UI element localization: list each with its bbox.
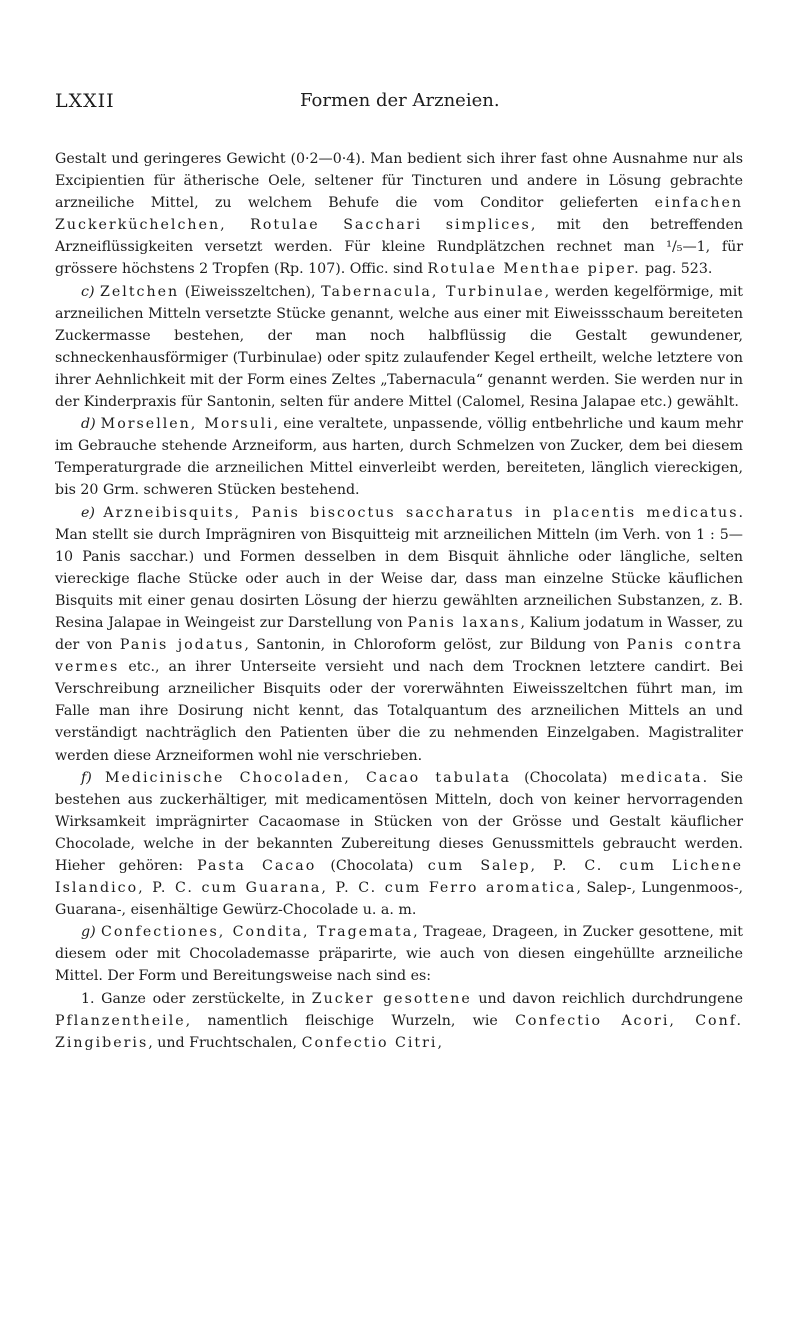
term-spaced: Pflanzentheile: [55, 1012, 186, 1029]
term-spaced: Confectiones, Condita, Tragemata: [101, 924, 414, 941]
term-spaced: Zeltchen: [100, 283, 180, 300]
text-run: , und Fruchtschalen,: [148, 1034, 302, 1051]
term-spaced: Panis contra vermes: [55, 637, 743, 676]
text-run: , Salep-, Lungenmoos-, Guarana-, eisenhältige Gewürz-Chocolade u. a. m.: [55, 880, 743, 919]
item-marker: d): [81, 416, 96, 433]
text-run: etc., an ihrer Unterseite versieht und nach dem Trocknen letztere candirt. Bei Verschreibung arzneilicher Bisquits oder der vorerwähnten Eiweisszeltchen führt man, im Falle man ihre Dosirung nicht kennt, das Totalquantum des arzneilichen Mittels an und verständigt nachträglich den Patienten über die zu nehmenden Einzelgaben. Magistraliter werden diese Arzneiformen wohl nie verschrieben.: [55, 659, 743, 764]
text-run: , Trageae, Drageen, in Zucker gesottene, mit diesem oder mit Chocolademasse präparirte, wie auch von diesen eingehüllte arzneiliche Mittel. Der Form und Bereitungsweise nach sind es:: [55, 924, 743, 985]
term-spaced: Zucker gesottene: [311, 990, 472, 1007]
text-run: ,: [437, 1034, 442, 1051]
page-number: LXXII: [55, 90, 115, 112]
text-run: , Santonin, in Chloroform gelöst, zur Bildung von: [244, 637, 627, 654]
text-run: , werden kegelförmige, mit arzneilichen Mitteln versetzte Stücke genannt, welche aus einer mit Eiweissschaum bereiteten Zuckermasse bestehen, der man noch halbflüssig die Gestalt gewundener, schneckenhausförmiger (Turbinulae) oder spitz zulaufender Kegel ertheilt, welche letztere von ihrer Aehnlichkeit mit der Form eines Zeltes „Tabernacula“ genannt werden. Sie werden nur in der Kinderpraxis für Santonin, selten für andere Mittel (Calomel, Resina Jalapae etc.) gewählt.: [55, 283, 743, 411]
term-spaced: Confectio Citri: [301, 1034, 438, 1051]
text-run: . Sie bestehen aus zuckerhältiger, mit medicamentösen Mitteln, doch von keiner hervorragenden Wirksamkeit imprägnirter Cacaomase in Stücken von der Grösse und Gestalt käuflicher Chocolade, welche in der bekannten Zubereitung dieses Genussmittels gebraucht werden. Hieher gehören:: [55, 769, 743, 874]
term-spaced: Confectio Acori, Conf. Zingiberis: [55, 1012, 743, 1051]
text-run: , mit den betreffenden Arzneiflüssigkeiten versetzt werden. Für kleine Rundplätzchen rechnet man ¹/₅—1, für grössere höchstens 2 Tropfen (Rp. 107). Offic. sind: [55, 217, 743, 278]
text-run: , eine veraltete, unpassende, völlig entbehrliche und kaum mehr im Gebrauche stehende Arzneiform, aus harten, durch Schmelzen von Zucker, dem bei diesem Temperaturgrade die arzneilichen Mittel einverleibt werden, bereiteten, länglich viereckigen, bis 20 Grm. schweren Stücken bestehend.: [55, 416, 743, 499]
term-spaced: Panis jodatus: [119, 637, 245, 654]
term-spaced: Arzneibisquits, Panis biscoctus saccharatus in placentis medicatus: [103, 504, 739, 521]
term-spaced: cum Salep, P. C. cum Lichene Islandico, P. C. cum Guarana, P. C. cum Ferro aromatica: [55, 858, 743, 897]
term-spaced: Rotulae Menthae piper.: [427, 261, 641, 278]
list-item-1: [55, 988, 743, 1054]
text-run: , namentlich fleischige Wurzeln, wie: [185, 1012, 516, 1029]
text-run: , Kalium jodatum in Wasser, zu der von: [55, 614, 743, 654]
item-marker: g): [81, 924, 96, 941]
text-run: . Man stellt sie durch Imprägniren von Bisquitteig mit arzneilichen Mitteln (im Verh. von 1 : 5—10 Panis sacchar.) und Formen desselben in dem Bisquit ähnliche oder längliche, selten viereckige flache Stücke oder auch in der Weise dar, dass man einzelne Stücke käuflichen Bisquits mit einer genau dosirten Lösung der hierzu gewählten arzneilichen Substanzen, z. B. Resina Jalapae in Weingeist zur Darstellung von: [55, 504, 743, 631]
paragraph-morsellen: [55, 413, 743, 501]
page-header: [50, 90, 743, 130]
paragraph-chocoladen: [55, 767, 743, 922]
term-spaced: Tabernacula, Turbinulae: [321, 283, 545, 300]
paragraph-confectiones: [55, 921, 743, 987]
text-run: (Eiweisszeltchen),: [179, 283, 322, 300]
body-text: [55, 148, 743, 1054]
term-spaced: Medicinische Chocoladen, Cacao tabulata: [104, 769, 511, 786]
text-run: (Chocolata): [316, 858, 428, 874]
item-marker: e): [81, 504, 95, 521]
text-run: und davon reichlich durchdrungene: [471, 990, 743, 1007]
term-spaced: Pasta Cacao: [197, 858, 317, 874]
paragraph-zeltchen: [55, 281, 743, 414]
item-marker: c): [81, 283, 95, 300]
text-run: 1. Ganze oder zerstückelte, in: [81, 990, 312, 1007]
term-spaced: Morsellen, Morsuli: [100, 416, 274, 433]
term-spaced: Panis laxans: [407, 614, 521, 631]
text-run: (Chocolata): [510, 769, 621, 786]
text-run: Gestalt und geringeres Gewicht (0·2—0·4). Man bedient sich ihrer fast ohne Ausnahme nur als Excipientien für ätherische Oele, seltener für Tincturen und andere in Lösung gebrachte arzneiliche Mittel, zu welchem Behufe die vom Conditor gelieferten: [55, 151, 743, 212]
term-spaced: einfachen Zuckerküchelchen, Rotulae Sacchari simplices: [55, 195, 743, 234]
text-run: pag. 523.: [640, 261, 713, 278]
text-run: [92, 770, 105, 786]
running-head: Formen der Arzneien.: [300, 90, 500, 111]
term-spaced: medicata: [620, 769, 703, 786]
item-marker: f): [81, 769, 92, 786]
paragraph-arzneibisquits: [55, 502, 743, 767]
paragraph-continuation: [55, 148, 743, 281]
